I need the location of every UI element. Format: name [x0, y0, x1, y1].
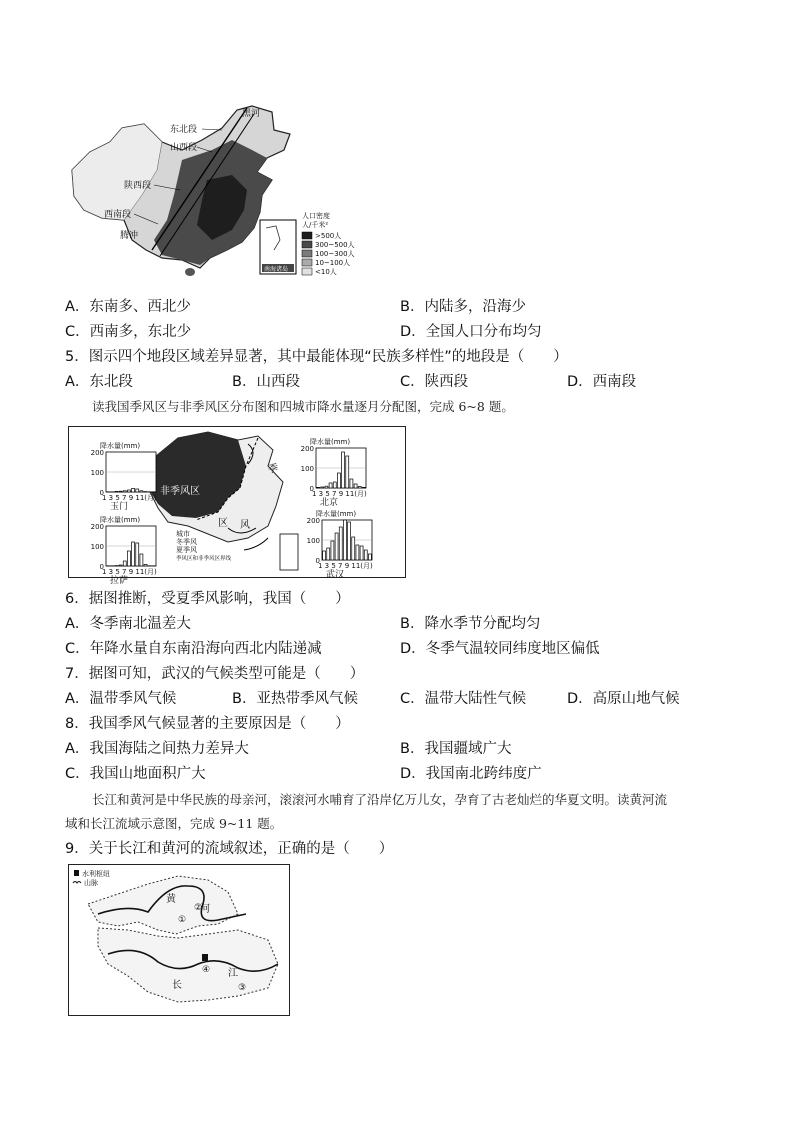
chart-tick: 200	[90, 449, 104, 457]
precip-bar	[346, 456, 349, 488]
dam-icon	[202, 954, 208, 961]
precip-bar	[339, 527, 342, 560]
legend-swatch	[302, 268, 312, 275]
q5-stem: 5．图示四个地段区域差异显著，其中最能体现“民族多样性”的地段是（ ）	[65, 349, 568, 365]
city-name: 玉门	[110, 502, 129, 512]
city-name: 北京	[320, 498, 339, 508]
precip-bar	[115, 491, 118, 492]
q6-option-b: B．降水季节分配均匀	[400, 616, 541, 632]
precip-bar	[317, 487, 320, 488]
precip-bar	[325, 486, 328, 488]
label-northeast: 东北段	[170, 125, 198, 135]
intro-9-11-line2: 域和长江流域示意图，完成 9~11 题。	[65, 816, 283, 831]
label-huang: 黄	[166, 894, 176, 905]
q6-option-d: D．冬季气温较同纬度地区偏低	[400, 641, 600, 657]
density-legend	[302, 231, 355, 276]
q7-option-a: A．温带季风气候	[65, 691, 177, 707]
legend-winter-monsoon: 冬季风	[176, 538, 197, 546]
precip-bar	[360, 546, 363, 560]
city-name: 武汉	[326, 570, 345, 580]
population-density-map	[62, 100, 362, 282]
q8-option-c: C．我国山地面积广大	[65, 766, 206, 782]
label-he: 河	[200, 904, 210, 915]
precip-bar	[321, 487, 324, 488]
q8-option-a: A．我国海陆之间热力差异大	[65, 741, 249, 757]
q6-option-a: A．冬季南北温差大	[65, 616, 191, 632]
chart-ylabel: 降水量(mm)	[316, 510, 357, 518]
q5-option-c: C．陕西段	[400, 374, 469, 390]
precip-bar	[368, 554, 371, 560]
legend-swatch	[302, 232, 312, 239]
inset-label: 南海诸岛	[264, 266, 289, 273]
precip-bar	[331, 541, 334, 560]
month-axis: 1 3 5 7 9 11(月)	[102, 568, 157, 576]
river-basin-map	[68, 864, 290, 1016]
q7-stem: 7．据图可知，武汉的气候类型可能是（ ）	[65, 666, 365, 682]
q8-option-b: B．我国疆域广大	[400, 741, 512, 757]
precip-bar	[358, 486, 361, 488]
precip-bar	[333, 482, 336, 488]
intro-6-8: 读我国季风区与非季风区分布图和四城市降水量逐月分配图，完成 6~8 题。	[92, 399, 514, 414]
label-tengchong: 腾冲	[120, 231, 139, 241]
legend-unit: 人/千米²	[302, 221, 329, 229]
monsoon-label-3: 区	[218, 518, 228, 529]
chart-tick: 0	[309, 485, 314, 493]
q9-stem: 9．关于长江和黄河的流域叙述，正确的是（ ）	[65, 841, 394, 857]
precip-bar	[364, 550, 367, 560]
precip-bar	[323, 551, 326, 560]
q5-option-d: D．西南段	[567, 374, 637, 390]
chart-tick: 200	[90, 523, 104, 531]
q8-option-d: D．我国南北跨纬度广	[400, 766, 542, 782]
q7-option-c: C．温带大陆性气候	[400, 691, 527, 707]
precip-bar	[119, 565, 122, 566]
legend-class-label: <10人	[315, 268, 337, 276]
chart-tick: 200	[300, 445, 314, 453]
q5-option-a: A．东北段	[65, 374, 133, 390]
legend-dam: 水利枢纽	[82, 870, 110, 878]
label-n4: ④	[202, 965, 211, 975]
month-axis: 1 3 5 7 9 11(月)	[312, 490, 367, 498]
legend-swatch	[302, 259, 312, 266]
hainan-island	[185, 268, 195, 276]
q8-stem: 8．我国季风气候显著的主要原因是（ ）	[65, 716, 350, 732]
q4-option-a: A．东南多、西北少	[65, 299, 191, 315]
precip-bar	[352, 537, 355, 560]
legend-class-label: 10~100人	[315, 259, 351, 267]
precip-bar	[337, 473, 340, 488]
legend-class-label: 300~500人	[315, 241, 355, 249]
precip-bar	[329, 483, 332, 488]
precip-bar	[354, 484, 357, 488]
precip-bar	[136, 543, 139, 566]
chart-tick: 0	[315, 557, 320, 565]
label-heihe: 黑河	[242, 109, 261, 119]
q7-option-d: D．高原山地气候	[567, 691, 680, 707]
chart-ylabel: 降水量(mm)	[100, 442, 141, 450]
q4-option-c: C．西南多，东北少	[65, 324, 192, 340]
label-southwest: 西南段	[104, 210, 132, 220]
monsoon-label-2: 风	[240, 520, 250, 531]
precip-bar	[343, 520, 346, 560]
nonmonsoon-label: 非季风区	[160, 486, 200, 497]
label-shaanxi: 陕西段	[124, 181, 152, 191]
label-jiang: 江	[228, 968, 238, 979]
precip-bar	[140, 491, 143, 492]
chart-tick: 200	[306, 517, 320, 525]
legend-title: 人口密度	[302, 212, 330, 220]
precip-bar	[362, 487, 365, 488]
label-chang: 长	[172, 980, 182, 991]
q4-option-b: B．内陆多，沿海少	[400, 299, 526, 315]
precip-bar	[123, 491, 126, 492]
legend-boundary: 季风区和非季风区界线	[176, 556, 232, 562]
precip-bar	[327, 548, 330, 560]
precip-bar	[123, 561, 126, 566]
q6-stem: 6．据图推断，受夏季风影响，我国（ ）	[65, 591, 350, 607]
legend-mountain: 山脉	[84, 879, 98, 887]
label-n2: ②	[194, 903, 203, 913]
precip-bar	[132, 488, 135, 492]
chart-ylabel: 降水量(mm)	[100, 516, 141, 524]
q6-option-c: C．年降水量自东南沿海向西北内陆递减	[65, 641, 322, 657]
precip-bar	[335, 533, 338, 560]
q4-option-d: D．全国人口分布均匀	[400, 324, 542, 340]
chart-tick: 100	[306, 537, 320, 545]
precip-bar	[119, 491, 122, 492]
chart-tick: 100	[90, 469, 104, 477]
chart-ylabel: 降水量(mm)	[310, 438, 351, 446]
precip-bar	[348, 522, 351, 560]
precip-bar	[140, 554, 143, 566]
legend-swatch	[302, 241, 312, 248]
intro-9-11-line1: 长江和黄河是中华民族的母亲河，滚滚河水哺育了沿岸亿万儿女，孕育了古老灿烂的华夏文明。读黄河流	[92, 792, 668, 807]
precip-bar	[144, 564, 147, 566]
q7-option-b: B．亚热带季风气候	[232, 691, 358, 707]
chart-tick: 100	[300, 465, 314, 473]
precip-bar	[127, 490, 130, 492]
label-shanxi: 山西段	[170, 143, 198, 153]
legend-summer-monsoon: 夏季风	[176, 546, 197, 554]
chart-tick: 0	[99, 563, 104, 571]
legend-class-label: 100~300人	[315, 250, 355, 258]
precip-bar	[136, 489, 139, 492]
legend-class-label: >500人	[315, 232, 342, 240]
month-axis: 1 3 5 7 9 11(月)	[318, 562, 373, 570]
precip-bar	[342, 452, 345, 488]
label-n3: ③	[238, 983, 247, 993]
precip-bar	[127, 551, 130, 566]
legend-city: 城市	[176, 530, 190, 538]
label-n1: ①	[178, 915, 187, 925]
city-name: 拉萨	[110, 576, 129, 586]
monsoon-label-1: 季	[268, 464, 278, 475]
chart-tick: 0	[99, 489, 104, 497]
monsoon-map-figure	[68, 426, 406, 586]
precip-bar	[350, 479, 353, 488]
precip-bar	[356, 545, 359, 560]
legend-swatch	[302, 250, 312, 257]
month-axis: 1 3 5 7 9 11(月)	[102, 494, 157, 502]
precip-bar	[132, 542, 135, 566]
chart-tick: 100	[90, 543, 104, 551]
q5-option-b: B．山西段	[232, 374, 300, 390]
